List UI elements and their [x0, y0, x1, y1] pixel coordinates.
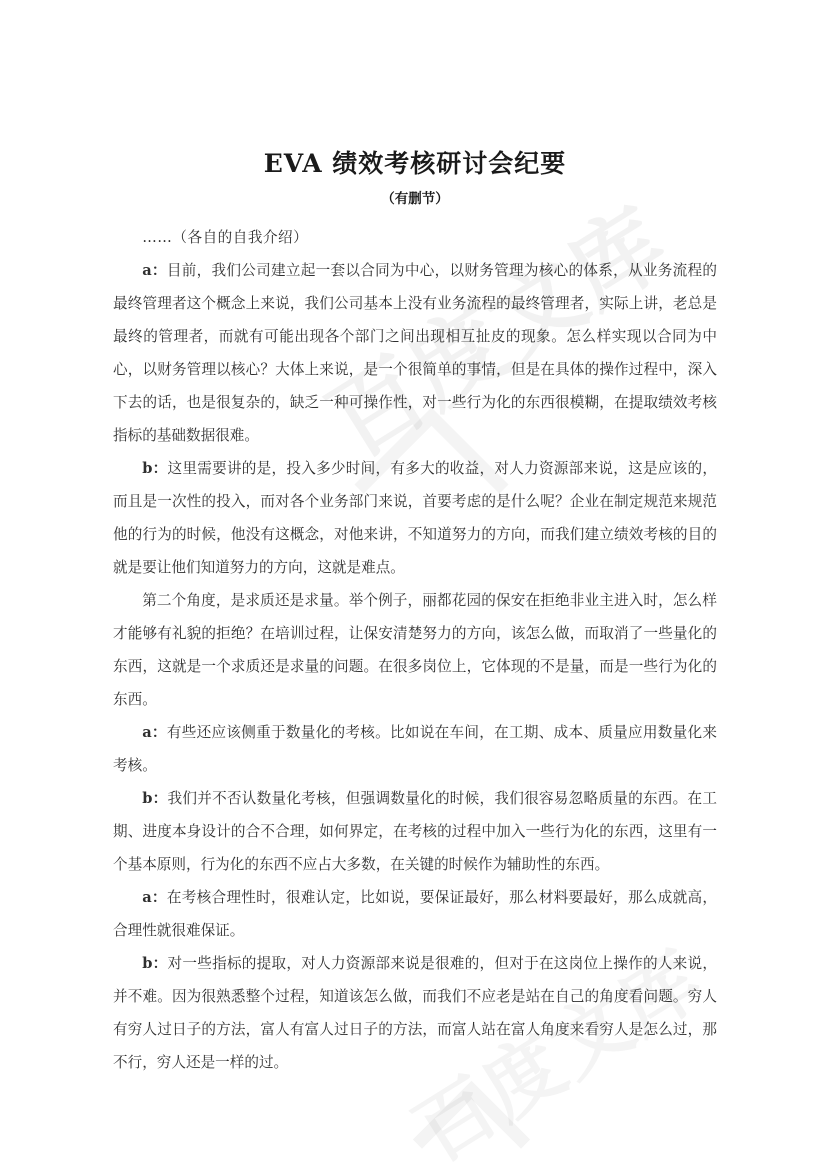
document-body: [113, 221, 717, 1079]
paragraph-text: 有些还应该侧重于数量化的考核。比如说在车间，在工期、成本、质量应用数量化来考核。: [113, 724, 717, 774]
speaker-label: a：: [142, 262, 167, 279]
speaker-label: b：: [142, 460, 168, 477]
page-title: EVA 绩效考核研讨会纪要: [263, 149, 567, 178]
paragraph-text: 对一些指标的提取，对人力资源部来说是很难的，但对于在这岗位上操作的人来说，并不难。因为很熟悉整个过程，知道该怎么做，而我们不应老是站在自己的角度看问题。穷人有穷人过日子的方法，富人有富人过日子的方法，而富人站在富人角度来看穷人是怎么过，那不行，穷人还是一样的过。: [113, 955, 717, 1071]
speaker-label: a：: [142, 889, 167, 906]
paragraph-text: 这里需要讲的是，投入多少时间，有多大的收益，对人力资源部来说，这是应该的，而且是一次性的投入，而对各个业务部门来说，首要考虑的是什么呢？企业在制定规范来规范他的行为的时候，他没有这概念，对他来讲，不知道努力的方向，而我们建立绩效考核的目的就是要让他们知道努力的方向，这就是难点。: [113, 460, 717, 576]
paragraph-text: 我们并不否认数量化考核，但强调数量化的时候，我们很容易忽略质量的东西。在工期、进度本身设计的合不合理，如何界定，在考核的过程中加入一些行为化的东西，这里有一个基本原则，行为化的东西不应占大多数，在关键的时候作为辅助性的东西。: [113, 790, 717, 873]
paragraph-a-1: [113, 254, 717, 452]
paragraph-b-2: [113, 782, 717, 881]
paragraph-intro: [113, 221, 717, 254]
speaker-label: b：: [142, 955, 168, 972]
paragraph-text: ……（各自的自我介绍）: [142, 229, 309, 246]
page-subtitle: （有删节）: [381, 191, 449, 207]
paragraph-angle-2: [113, 584, 717, 716]
speaker-label: b：: [142, 790, 168, 807]
paragraph-text: 第二个角度，是求质还是求量。举个例子，丽都花园的保安在拒绝非业主进入时，怎么样才能够有礼貌的拒绝？在培训过程，让保安清楚努力的方向，该怎么做，而取消了一些量化的东西，这就是一个求质还是求量的问题。在很多岗位上，它体现的不是量，而是一些行为化的东西。: [113, 592, 717, 708]
paragraph-text: 目前，我们公司建立起一套以合同为中心，以财务管理为核心的体系，从业务流程的最终管理者这个概念上来说，我们公司基本上没有业务流程的最终管理者，实际上讲，老总是最终的管理者，而就有可能出现各个部门之间出现相互扯皮的现象。怎么样实现以合同为中心，以财务管理以核心？大体上来说，是一个很简单的事情，但是在具体的操作过程中，深入下去的话，也是很复杂的，缺乏一种可操作性，对一些行为化的东西很模糊，在提取绩效考核指标的基础数据很难。: [113, 262, 717, 444]
speaker-label: a：: [142, 724, 167, 741]
paragraph-a-3: [113, 881, 717, 947]
paragraph-b-1: [113, 452, 717, 584]
paragraph-a-2: [113, 716, 717, 782]
watermark-chevron-bottom-icon: [413, 1081, 530, 1174]
paragraph-text: 在考核合理性时，很难认定，比如说，要保证最好，那么材料要最好，那么成就高，合理性就很难保证。: [113, 889, 717, 939]
paragraph-b-3: [113, 947, 717, 1079]
